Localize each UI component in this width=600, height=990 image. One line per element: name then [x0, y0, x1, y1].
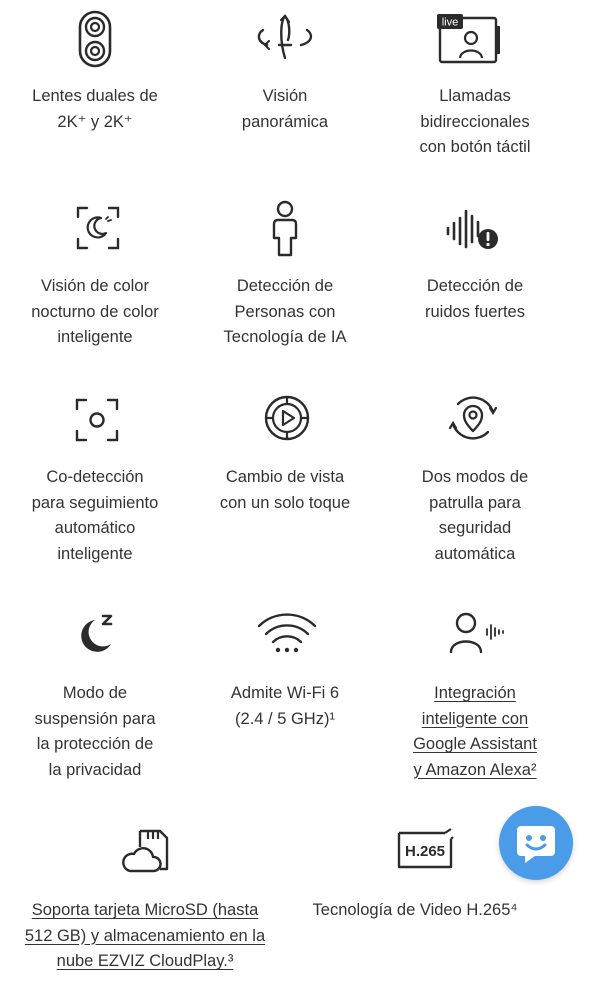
feature-panoramic	[190, 0, 380, 170]
feature-label: Admite Wi-Fi 6 (2.4 / 5 GHz)¹	[230, 684, 340, 728]
feature-loud-noise	[380, 190, 570, 370]
feature-label: Visión de color nocturno de color inteligente	[31, 277, 159, 346]
sd-cloud-icon	[120, 827, 170, 873]
voice-assistant-icon	[449, 612, 505, 654]
person-icon	[270, 200, 300, 258]
feature-label: Llamadas bidireccionales con botón táctil	[419, 87, 531, 156]
feature-dual-lens	[0, 0, 190, 170]
feature-person-detection	[190, 190, 380, 370]
feature-label: Dos modos de patrulla para seguridad automática	[421, 468, 529, 563]
feature-sleep-mode	[0, 600, 190, 800]
feature-one-touch-view	[190, 380, 380, 580]
panoramic-rotate-icon	[255, 12, 315, 62]
feature-co-detection	[0, 380, 190, 580]
sleep-moon-icon	[77, 612, 117, 654]
feature-color-night	[0, 190, 190, 370]
feature-label: Detección de ruidos fuertes	[425, 277, 525, 321]
h265-text: H.265	[404, 843, 446, 860]
feature-label: Modo de suspensión para la protección de la privacidad	[34, 684, 156, 779]
feature-two-way-call	[380, 0, 570, 170]
chat-smile-icon	[513, 820, 559, 866]
feature-patrol-modes	[380, 380, 570, 580]
night-vision-icon	[75, 205, 121, 251]
feature-label: Cambio de vista con un solo toque	[219, 468, 351, 512]
microsd-link[interactable]: Soporta tarjeta MicroSD (hasta 512 GB) y almacenamiento en la nube EZVIZ CloudPlay.³	[24, 901, 266, 970]
feature-label: Visión panorámica	[241, 87, 329, 131]
live-text: live	[441, 16, 459, 29]
feature-h265	[300, 815, 530, 985]
live-call-icon	[437, 14, 503, 64]
feature-voice-assistant[interactable]	[380, 600, 570, 800]
voice-assistant-link[interactable]: Integración inteligente con Google Assistant y Amazon Alexa²	[413, 684, 537, 779]
sound-alert-icon	[446, 208, 498, 250]
chat-button[interactable]	[499, 806, 573, 880]
feature-label: Co-detección para seguimiento automático inteligente	[31, 468, 159, 563]
feature-label: Detección de Personas con Tecnología de IA	[223, 277, 347, 346]
feature-label: Tecnología de Video H.265⁴	[312, 901, 518, 919]
h265-icon	[397, 827, 453, 871]
dual-lens-icon	[77, 10, 113, 68]
wifi-icon	[256, 614, 318, 654]
feature-wifi6	[190, 600, 380, 800]
patrol-location-icon	[449, 394, 497, 442]
target-play-icon	[263, 394, 311, 442]
focus-frame-icon	[75, 398, 119, 442]
feature-microsd[interactable]	[0, 815, 290, 985]
feature-label: Lentes duales de 2K⁺ y 2K⁺	[32, 87, 158, 131]
